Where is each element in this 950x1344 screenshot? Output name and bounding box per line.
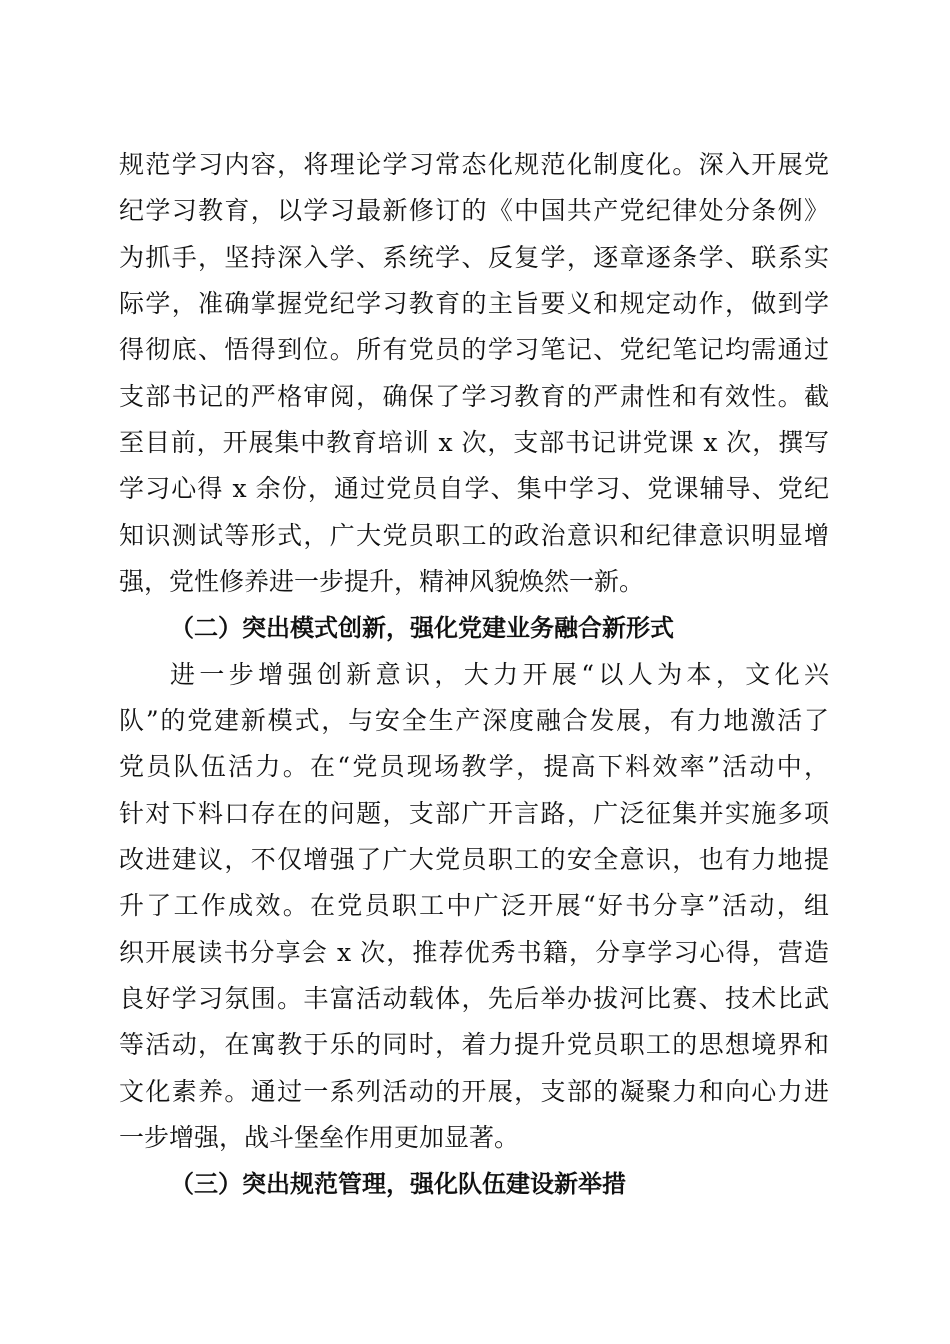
body-text-line: 良好学习氛围。丰富活动载体，先后举办拔河比赛、技术比武 [119,984,829,1013]
section-heading: （二）突出模式创新，强化党建业务融合新形式 [170,614,674,642]
body-text-line: 际学，准确掌握党纪学习教育的主旨要义和规定动作，做到学 [119,289,829,318]
body-text-line: 知识测试等形式，广大党员职工的政治意识和纪律意识明显增 [119,521,829,550]
body-text-line: 纪学习教育，以学习最新修订的《中国共产党纪律处分条例》 [119,196,829,225]
body-text-line: 一步增强，战斗堡垒作用更加显著。 [119,1123,520,1152]
body-text-line: 队”的党建新模式，与安全生产深度融合发展，有力地激活了 [119,706,829,735]
body-text-line: 针对下料口存在的问题，支部广开言路，广泛征集并实施多项 [119,799,829,828]
body-text-line: 至目前，开展集中教育培训 x 次，支部书记讲党课 x 次，撰写 [119,428,829,457]
body-text-line: 规范学习内容，将理论学习常态化规范化制度化。深入开展党 [119,150,829,179]
body-text-line: 为抓手，坚持深入学、系统学、反复学，逐章逐条学、联系实 [119,243,829,272]
section-heading: （三）突出规范管理，强化队伍建设新举措 [170,1170,626,1198]
body-text-line: 织开展读书分享会 x 次，推荐优秀书籍，分享学习心得，营造 [119,938,829,967]
body-text-line: 等活动，在寓教于乐的同时，着力提升党员职工的思想境界和 [119,1030,829,1059]
body-text-line: 党员队伍活力。在“党员现场教学，提高下料效率”活动中， [119,752,829,781]
body-text-line: 文化素养。通过一系列活动的开展，支部的凝聚力和向心力进 [119,1077,829,1106]
body-text-line: 支部书记的严格审阅，确保了学习教育的严肃性和有效性。截 [119,382,829,411]
body-text-line: 学习心得 x 余份，通过党员自学、集中学习、党课辅导、党纪 [119,474,829,503]
body-text-line: 升了工作成效。在党员职工中广泛开展“好书分享”活动，组 [119,891,829,920]
body-text-line: 得彻底、悟得到位。所有党员的学习笔记、党纪笔记均需通过 [119,335,829,364]
body-text-line: 强，党性修养进一步提升，精神风貌焕然一新。 [119,567,645,596]
body-text-line: 改进建议，不仅增强了广大党员职工的安全意识，也有力地提 [119,845,829,874]
body-text-line: 进一步增强创新意识，大力开展“以人为本，文化兴 [170,660,829,689]
